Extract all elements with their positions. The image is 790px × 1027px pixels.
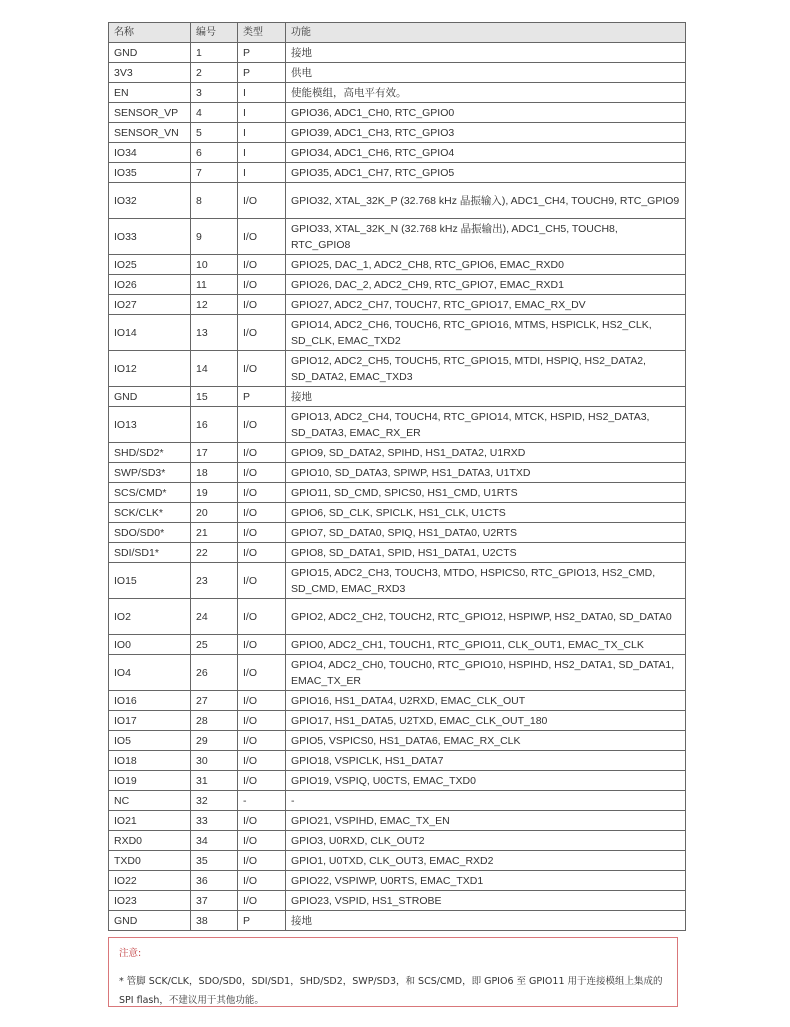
pin-type: I/O: [238, 871, 286, 891]
pin-type: I/O: [238, 635, 286, 655]
table-row: [109, 655, 686, 691]
pin-function: 使能模组，高电平有效。: [286, 83, 686, 103]
pin-type: I/O: [238, 503, 286, 523]
pin-number: 23: [191, 563, 238, 599]
pin-name: IO26: [109, 275, 191, 295]
pin-type: I/O: [238, 463, 286, 483]
pin-number: 24: [191, 599, 238, 635]
pin-type: I/O: [238, 443, 286, 463]
pin-number: 22: [191, 543, 238, 563]
table-row: [109, 635, 686, 655]
pin-function: GPIO8, SD_DATA1, SPID, HS1_DATA1, U2CTS: [286, 543, 686, 563]
pin-number: 20: [191, 503, 238, 523]
pin-number: 31: [191, 771, 238, 791]
pin-function: GPIO0, ADC2_CH1, TOUCH1, RTC_GPIO11, CLK_OUT1, EMAC_TX_CLK: [286, 635, 686, 655]
pin-name: IO33: [109, 219, 191, 255]
pin-number: 14: [191, 351, 238, 387]
pin-type: I/O: [238, 711, 286, 731]
pin-function: 接地: [286, 43, 686, 63]
note-body: * 管脚 SCK/CLK，SDO/SD0，SDI/SD1，SHD/SD2，SWP/SD3，和 SCS/CMD，即 GPIO6 至 GPIO11 用于连接模组上集成的 SPI flash，不建议用于其他功能。: [119, 976, 663, 1006]
pin-name: IO22: [109, 871, 191, 891]
pin-function: GPIO21, VSPIHD, EMAC_TX_EN: [286, 811, 686, 831]
pin-number: 32: [191, 791, 238, 811]
pin-name: SDO/SD0*: [109, 523, 191, 543]
pin-type: I/O: [238, 655, 286, 691]
pin-type: P: [238, 911, 286, 931]
pin-type: I/O: [238, 255, 286, 275]
pin-number: 26: [191, 655, 238, 691]
pin-name: IO18: [109, 751, 191, 771]
table-row: [109, 255, 686, 275]
pin-number: 11: [191, 275, 238, 295]
pin-type: I/O: [238, 543, 286, 563]
pin-name: NC: [109, 791, 191, 811]
table-row: [109, 315, 686, 351]
pin-name: SCS/CMD*: [109, 483, 191, 503]
pin-function: GPIO34, ADC1_CH6, RTC_GPIO4: [286, 143, 686, 163]
pin-number: 12: [191, 295, 238, 315]
pin-type: I/O: [238, 751, 286, 771]
pin-name: IO12: [109, 351, 191, 387]
pin-name: IO0: [109, 635, 191, 655]
pin-number: 4: [191, 103, 238, 123]
pin-name: IO32: [109, 183, 191, 219]
pin-function: GPIO23, VSPID, HS1_STROBE: [286, 891, 686, 911]
pin-function: GPIO36, ADC1_CH0, RTC_GPIO0: [286, 103, 686, 123]
pin-name: TXD0: [109, 851, 191, 871]
table-row: [109, 483, 686, 503]
table-row: [109, 851, 686, 871]
pin-function: GPIO9, SD_DATA2, SPIHD, HS1_DATA2, U1RXD: [286, 443, 686, 463]
table-row: [109, 219, 686, 255]
pin-number: 19: [191, 483, 238, 503]
pin-name: IO14: [109, 315, 191, 351]
pin-function: GPIO27, ADC2_CH7, TOUCH7, RTC_GPIO17, EMAC_RX_DV: [286, 295, 686, 315]
table-row: [109, 463, 686, 483]
pin-function: 接地: [286, 911, 686, 931]
pin-type: I/O: [238, 771, 286, 791]
pin-type: I/O: [238, 599, 286, 635]
table-row: [109, 443, 686, 463]
table-row: [109, 275, 686, 295]
table-row: [109, 63, 686, 83]
pin-name: 3V3: [109, 63, 191, 83]
table-row: [109, 771, 686, 791]
pin-number: 28: [191, 711, 238, 731]
header-name: 名称: [109, 23, 191, 43]
table-row: [109, 183, 686, 219]
pin-type: P: [238, 387, 286, 407]
pin-type: I: [238, 143, 286, 163]
pin-number: 8: [191, 183, 238, 219]
table-row: [109, 691, 686, 711]
pin-function: GPIO26, DAC_2, ADC2_CH9, RTC_GPIO7, EMAC_RXD1: [286, 275, 686, 295]
pin-number: 29: [191, 731, 238, 751]
pin-number: 9: [191, 219, 238, 255]
table-row: [109, 871, 686, 891]
pin-name: IO4: [109, 655, 191, 691]
pin-type: I/O: [238, 891, 286, 911]
pin-name: GND: [109, 911, 191, 931]
pin-type: I/O: [238, 315, 286, 351]
pin-type: I/O: [238, 407, 286, 443]
note-box: [108, 937, 678, 1007]
table-row: [109, 351, 686, 387]
pin-function: GPIO22, VSPIWP, U0RTS, EMAC_TXD1: [286, 871, 686, 891]
pin-function: GPIO32, XTAL_32K_P (32.768 kHz 晶振输入), ADC1_CH4, TOUCH9, RTC_GPIO9: [286, 183, 686, 219]
pin-function: GPIO10, SD_DATA3, SPIWP, HS1_DATA3, U1TXD: [286, 463, 686, 483]
pin-name: IO19: [109, 771, 191, 791]
pin-number: 1: [191, 43, 238, 63]
pin-number: 37: [191, 891, 238, 911]
header-type: 类型: [238, 23, 286, 43]
pin-name: IO15: [109, 563, 191, 599]
pin-function: GPIO35, ADC1_CH7, RTC_GPIO5: [286, 163, 686, 183]
pin-function: GPIO25, DAC_1, ADC2_CH8, RTC_GPIO6, EMAC_RXD0: [286, 255, 686, 275]
pin-number: 21: [191, 523, 238, 543]
pin-number: 35: [191, 851, 238, 871]
pin-type: I: [238, 123, 286, 143]
pin-name: IO5: [109, 731, 191, 751]
pin-name: SENSOR_VN: [109, 123, 191, 143]
pin-number: 13: [191, 315, 238, 351]
table-row: [109, 543, 686, 563]
pin-number: 16: [191, 407, 238, 443]
pin-number: 30: [191, 751, 238, 771]
table-row: [109, 407, 686, 443]
pin-type: I/O: [238, 691, 286, 711]
pin-function: GPIO5, VSPICS0, HS1_DATA6, EMAC_RX_CLK: [286, 731, 686, 751]
pin-number: 6: [191, 143, 238, 163]
pin-name: IO2: [109, 599, 191, 635]
table-row: [109, 811, 686, 831]
pin-type: -: [238, 791, 286, 811]
table-row: [109, 891, 686, 911]
pin-function: -: [286, 791, 686, 811]
header-number: 编号: [191, 23, 238, 43]
note-title: 注意:: [119, 948, 142, 959]
pin-name: RXD0: [109, 831, 191, 851]
pin-definition-table: [108, 22, 686, 931]
pin-name: SWP/SD3*: [109, 463, 191, 483]
pin-type: I/O: [238, 183, 286, 219]
pin-name: GND: [109, 387, 191, 407]
table-row: [109, 791, 686, 811]
table-row: [109, 731, 686, 751]
pin-number: 10: [191, 255, 238, 275]
pin-number: 5: [191, 123, 238, 143]
pin-name: IO23: [109, 891, 191, 911]
pin-name: IO21: [109, 811, 191, 831]
table-row: [109, 123, 686, 143]
table-row: [109, 387, 686, 407]
table-row: [109, 523, 686, 543]
table-row: [109, 295, 686, 315]
table-row: [109, 83, 686, 103]
pin-type: I: [238, 163, 286, 183]
pin-function: GPIO11, SD_CMD, SPICS0, HS1_CMD, U1RTS: [286, 483, 686, 503]
pin-function: GPIO1, U0TXD, CLK_OUT3, EMAC_RXD2: [286, 851, 686, 871]
table-row: [109, 163, 686, 183]
pin-type: I/O: [238, 275, 286, 295]
pin-number: 3: [191, 83, 238, 103]
pin-type: I/O: [238, 811, 286, 831]
table-header-row: [109, 23, 686, 43]
pin-function: GPIO6, SD_CLK, SPICLK, HS1_CLK, U1CTS: [286, 503, 686, 523]
pin-function: GPIO7, SD_DATA0, SPIQ, HS1_DATA0, U2RTS: [286, 523, 686, 543]
pin-function: GPIO4, ADC2_CH0, TOUCH0, RTC_GPIO10, HSPIHD, HS2_DATA1, SD_DATA1, EMAC_TX_ER: [286, 655, 686, 691]
pin-function: GPIO39, ADC1_CH3, RTC_GPIO3: [286, 123, 686, 143]
pin-name: GND: [109, 43, 191, 63]
pin-name: IO16: [109, 691, 191, 711]
pin-function: GPIO12, ADC2_CH5, TOUCH5, RTC_GPIO15, MTDI, HSPIQ, HS2_DATA2, SD_DATA2, EMAC_TXD3: [286, 351, 686, 387]
pin-function: GPIO18, VSPICLK, HS1_DATA7: [286, 751, 686, 771]
pin-type: I/O: [238, 295, 286, 315]
pin-function: 接地: [286, 387, 686, 407]
pin-function: GPIO16, HS1_DATA4, U2RXD, EMAC_CLK_OUT: [286, 691, 686, 711]
pin-number: 34: [191, 831, 238, 851]
pin-name: IO13: [109, 407, 191, 443]
pin-type: P: [238, 63, 286, 83]
pin-number: 15: [191, 387, 238, 407]
pin-type: I/O: [238, 563, 286, 599]
pin-function: 供电: [286, 63, 686, 83]
pin-function: GPIO17, HS1_DATA5, U2TXD, EMAC_CLK_OUT_180: [286, 711, 686, 731]
table-row: [109, 43, 686, 63]
pin-name: SDI/SD1*: [109, 543, 191, 563]
pin-function: GPIO33, XTAL_32K_N (32.768 kHz 晶振输出), ADC1_CH5, TOUCH8, RTC_GPIO8: [286, 219, 686, 255]
pin-number: 17: [191, 443, 238, 463]
pin-name: EN: [109, 83, 191, 103]
pin-type: I/O: [238, 351, 286, 387]
pin-function: GPIO2, ADC2_CH2, TOUCH2, RTC_GPIO12, HSPIWP, HS2_DATA0, SD_DATA0: [286, 599, 686, 635]
pin-function: GPIO13, ADC2_CH4, TOUCH4, RTC_GPIO14, MTCK, HSPID, HS2_DATA3, SD_DATA3, EMAC_RX_ER: [286, 407, 686, 443]
pin-number: 2: [191, 63, 238, 83]
pin-function: GPIO3, U0RXD, CLK_OUT2: [286, 831, 686, 851]
table-row: [109, 103, 686, 123]
pin-name: SENSOR_VP: [109, 103, 191, 123]
pin-type: I: [238, 83, 286, 103]
pin-name: SHD/SD2*: [109, 443, 191, 463]
pin-function: GPIO14, ADC2_CH6, TOUCH6, RTC_GPIO16, MTMS, HSPICLK, HS2_CLK, SD_CLK, EMAC_TXD2: [286, 315, 686, 351]
header-function: 功能: [286, 23, 686, 43]
table-row: [109, 599, 686, 635]
pin-type: I: [238, 103, 286, 123]
pin-number: 25: [191, 635, 238, 655]
table-row: [109, 143, 686, 163]
pin-type: I/O: [238, 483, 286, 503]
table-row: [109, 503, 686, 523]
pin-function: GPIO15, ADC2_CH3, TOUCH3, MTDO, HSPICS0, RTC_GPIO13, HS2_CMD, SD_CMD, EMAC_RXD3: [286, 563, 686, 599]
table-row: [109, 711, 686, 731]
pin-name: SCK/CLK*: [109, 503, 191, 523]
pin-function: GPIO19, VSPIQ, U0CTS, EMAC_TXD0: [286, 771, 686, 791]
pin-name: IO25: [109, 255, 191, 275]
table-row: [109, 831, 686, 851]
pin-type: I/O: [238, 731, 286, 751]
pin-number: 27: [191, 691, 238, 711]
pin-type: I/O: [238, 219, 286, 255]
table-row: [109, 563, 686, 599]
pin-type: P: [238, 43, 286, 63]
pin-number: 36: [191, 871, 238, 891]
pin-name: IO17: [109, 711, 191, 731]
pin-name: IO35: [109, 163, 191, 183]
table-row: [109, 751, 686, 771]
pin-number: 38: [191, 911, 238, 931]
pin-number: 7: [191, 163, 238, 183]
pin-type: I/O: [238, 523, 286, 543]
table-row: [109, 911, 686, 931]
pin-number: 18: [191, 463, 238, 483]
pin-number: 33: [191, 811, 238, 831]
pin-name: IO27: [109, 295, 191, 315]
pin-name: IO34: [109, 143, 191, 163]
pin-type: I/O: [238, 851, 286, 871]
pin-type: I/O: [238, 831, 286, 851]
